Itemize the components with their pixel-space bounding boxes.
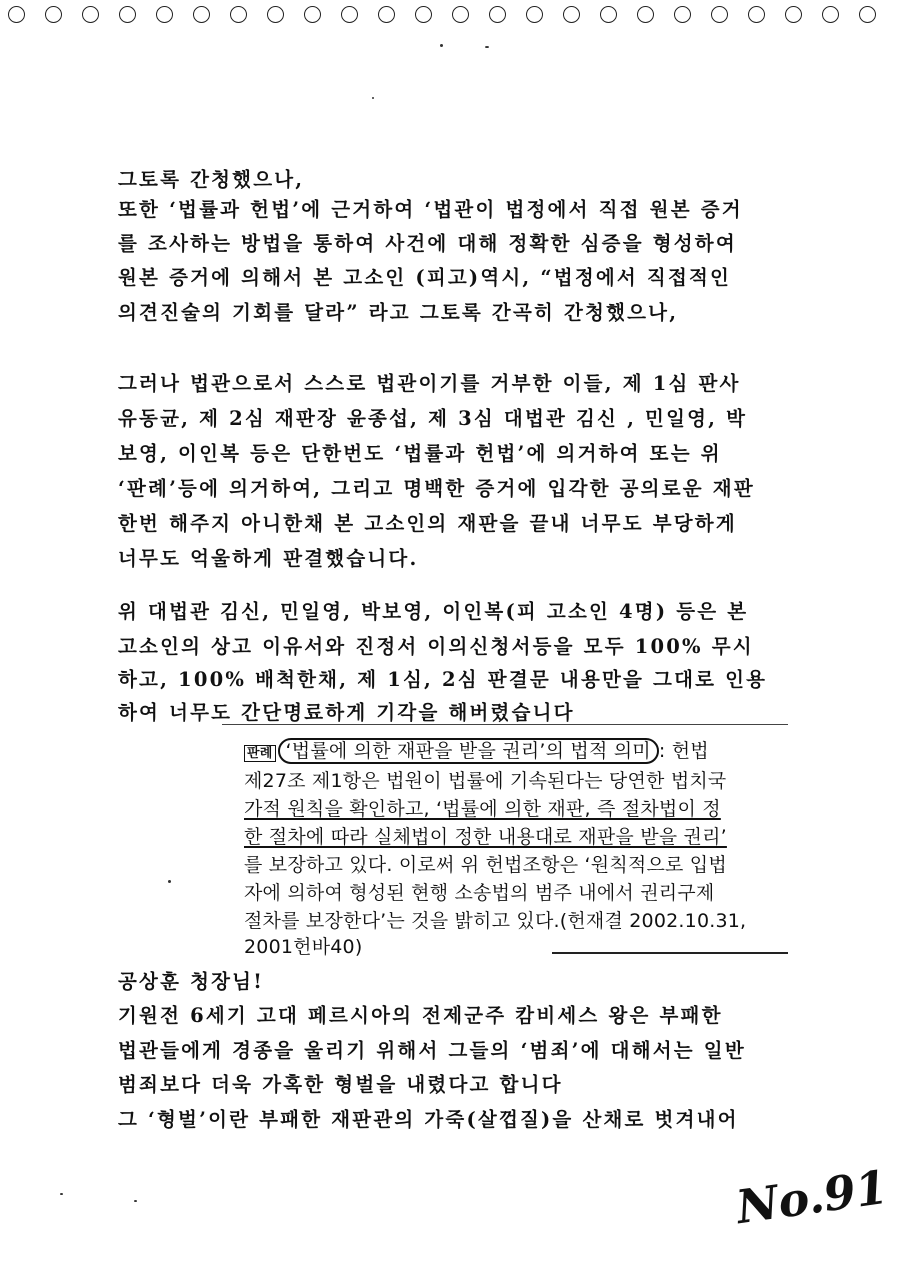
binder-hole (637, 6, 654, 23)
text-line: 원본 증거에 의해서 본 고소인 (피고)역시, “법정에서 직접적인 (118, 266, 732, 289)
text-line: 위 대법관 김신, 민일영, 박보영, 이인복(피 고소인 4명) 등은 본 (118, 600, 749, 623)
binder-hole (785, 6, 802, 23)
text-line: 의견진술의 기회를 달라” 라고 그토록 간곡히 간청했으나, (118, 301, 679, 324)
binder-hole (748, 6, 765, 23)
binder-hole (230, 6, 247, 23)
scan-speck (440, 44, 443, 47)
handwritten-page-number: No.91 (732, 1159, 891, 1235)
binder-holes (0, 6, 900, 28)
case-law-clipping (222, 724, 788, 956)
text-line: 그 ‘형벌’이란 부패한 재판관의 가죽(살껍질)을 산채로 벗겨내어 (118, 1108, 739, 1131)
binder-hole (267, 6, 284, 23)
binder-hole (415, 6, 432, 23)
clipping-line: 절차를 보장한다’는 것을 밝히고 있다.(헌재결 2002.10.31, (244, 910, 747, 932)
text-line: 법관들에게 경종을 울리기 위해서 그들의 ‘범죄’에 대해서는 일반 (118, 1039, 746, 1062)
text-line: 또한 ‘법률과 헌법’에 근거하여 ‘법관이 법정에서 직접 원본 증거 (118, 198, 743, 221)
clipping-line: 를 보장하고 있다. 이로써 위 헌법조항은 ‘원칙적으로 입법 (244, 854, 727, 876)
text-line: 하고, 100% 배척한채, 제 1심, 2심 판결문 내용만을 그대로 인용 (118, 668, 768, 691)
binder-hole (341, 6, 358, 23)
text-line: ‘판례’등에 의거하여, 그리고 명백한 증거에 입각한 공의로운 재판 (118, 477, 755, 500)
text-line: 공상훈 청장님! (118, 970, 264, 993)
binder-hole (304, 6, 321, 23)
scan-speck (485, 46, 489, 48)
text-line: 그러나 법관으로서 스스로 법관이기를 거부한 이들, 제 1심 판사 (118, 372, 741, 395)
clipping-line: 가적 원칙을 확인하고, ‘법률에 의한 재판, 즉 절차법이 정 (244, 798, 721, 820)
clipping-line: 제27조 제1항은 법원이 법률에 기속된다는 당연한 법치국 (244, 770, 727, 792)
binder-hole (674, 6, 691, 23)
clipping-line: 자에 의하여 형성된 현행 소송법의 범주 내에서 권리구제 (244, 882, 715, 904)
text-line: 너무도 억울하게 판결했습니다. (118, 547, 419, 570)
clipping-top-rule (222, 724, 788, 725)
binder-hole (452, 6, 469, 23)
clipping-bottom-rule (552, 952, 788, 954)
case-law-tag: 판례 (244, 745, 276, 762)
text-line: 한번 해주지 아니한채 본 고소인의 재판을 끝내 너무도 부당하게 (118, 512, 737, 535)
binder-hole (526, 6, 543, 23)
clipping-line: 2001헌바40) (244, 936, 363, 958)
binder-hole (156, 6, 173, 23)
clipping-line: 한 절차에 따라 실체법이 정한 내용대로 재판을 받을 권리’ (244, 826, 727, 848)
binder-hole (119, 6, 136, 23)
scan-speck (168, 880, 171, 883)
scan-speck (372, 97, 374, 99)
binder-hole (45, 6, 62, 23)
circled-phrase: ‘법률에 의한 재판을 받을 권리’의 법적 의미 (278, 738, 659, 764)
scan-speck (134, 1200, 137, 1202)
text-line: 보영, 이인복 등은 단한번도 ‘법률과 헌법’에 의거하여 또는 위 (118, 442, 722, 465)
binder-hole (193, 6, 210, 23)
binder-hole (600, 6, 617, 23)
scan-speck (60, 1193, 63, 1195)
binder-hole (82, 6, 99, 23)
clipping-line (244, 736, 709, 763)
binder-hole (378, 6, 395, 23)
text-line: 그토록 간청했으나, (118, 168, 305, 191)
binder-hole (489, 6, 506, 23)
binder-hole (859, 6, 876, 23)
clipping-line-tail: : 헌법 (658, 740, 709, 762)
binder-hole (822, 6, 839, 23)
binder-hole (8, 6, 25, 23)
text-line: 기원전 6세기 고대 페르시아의 전제군주 캄비세스 왕은 부패한 (118, 1004, 723, 1027)
text-line: 고소인의 상고 이유서와 진정서 이의신청서등을 모두 100% 무시 (118, 635, 754, 658)
text-line: 범죄보다 더욱 가혹한 형벌을 내렸다고 합니다 (118, 1073, 563, 1096)
text-line: 하여 너무도 간단명료하게 기각을 해버렸습니다 (118, 701, 575, 724)
text-line: 를 조사하는 방법을 통하여 사건에 대해 정확한 심증을 형성하여 (118, 232, 737, 255)
text-line: 유동균, 제 2심 재판장 윤종섭, 제 3심 대법관 김신 , 민일영, 박 (118, 407, 748, 430)
binder-hole (711, 6, 728, 23)
binder-hole (563, 6, 580, 23)
